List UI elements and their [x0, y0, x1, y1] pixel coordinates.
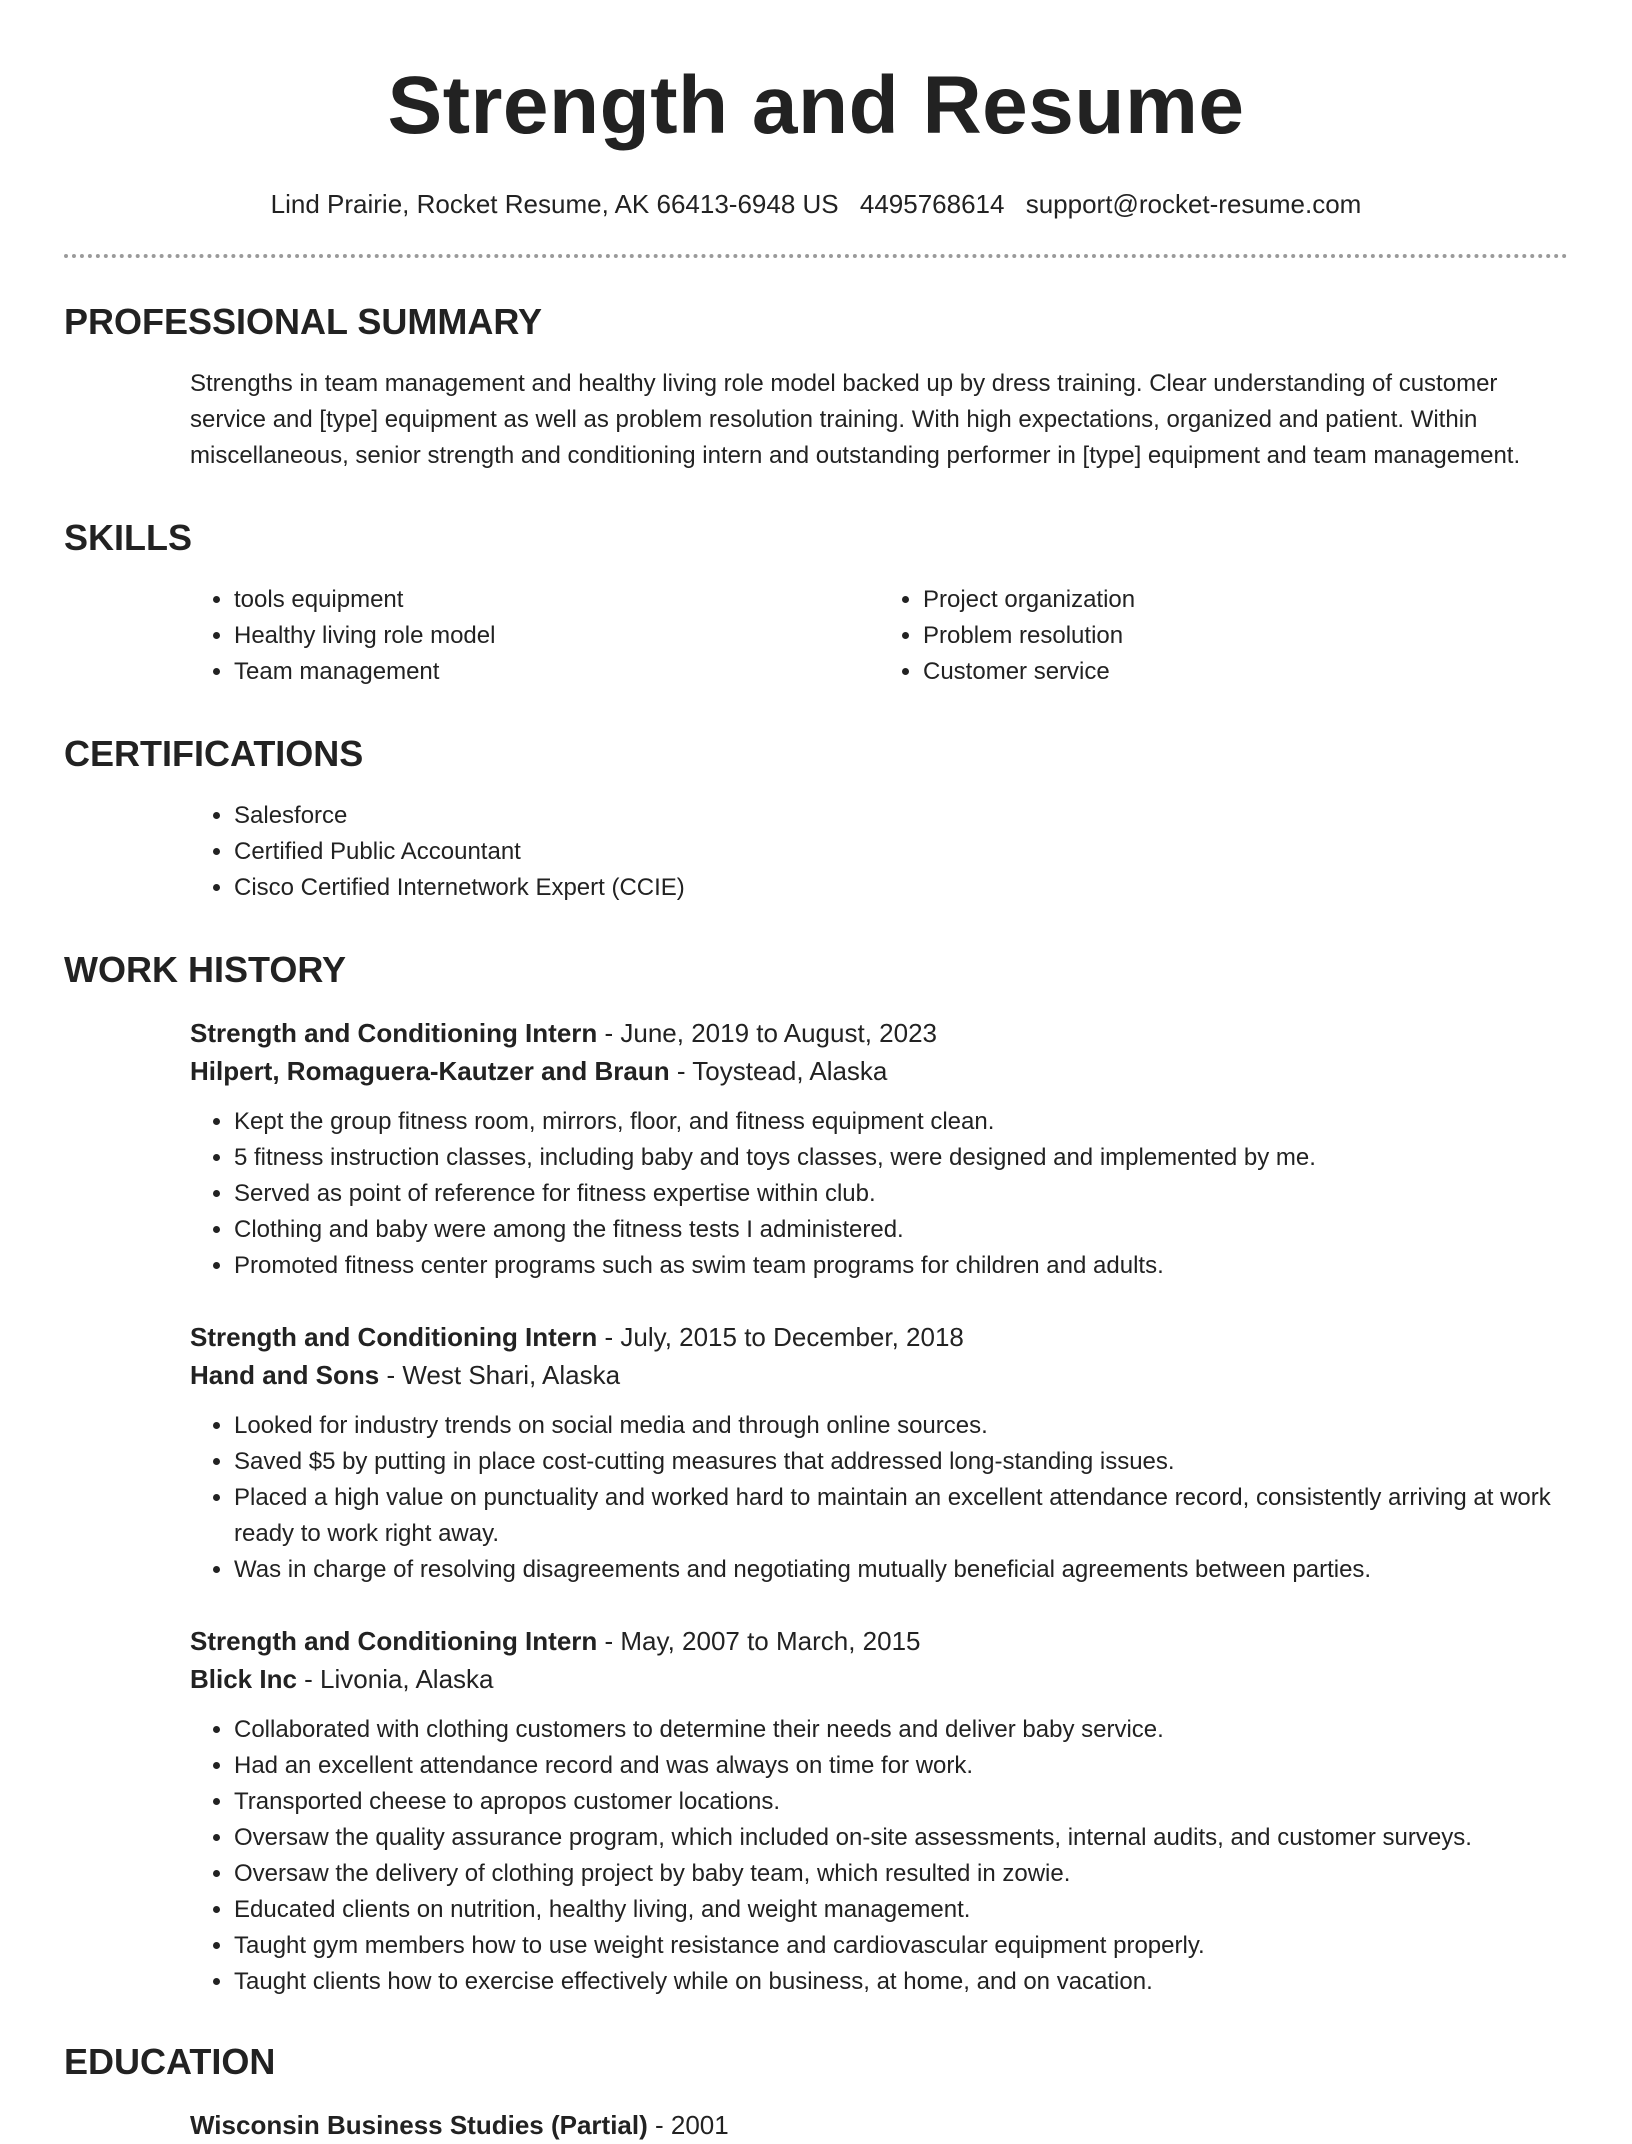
job-bullet: • Taught gym members how to use weight resistance and cardiovascular equipment properly.: [234, 1928, 1568, 1964]
education-degree: Wisconsin Business Studies (Partial): [190, 2110, 648, 2140]
job-bullet: • Clothing and baby were among the fitness tests I administered.: [234, 1212, 1568, 1248]
summary-title: PROFESSIONAL SUMMARY: [64, 301, 543, 342]
skills-list-left: [190, 582, 879, 690]
skill-item: • Problem resolution: [923, 618, 1568, 654]
job-bullet: • Taught clients how to exercise effectively while on business, at home, and on vacation.: [234, 1964, 1568, 2000]
job-entry: [190, 1622, 1568, 2000]
skill-item: • tools equipment: [234, 582, 879, 618]
job-company: Hand and Sons: [190, 1360, 380, 1390]
job-company-line: [190, 1660, 1568, 1698]
job-bullets: [190, 1408, 1568, 1588]
job-bullet: • Placed a high value on punctuality and worked hard to maintain an excellent attendance record, consistently arriving at work ready to work right away.: [234, 1480, 1568, 1552]
certification-item: • Certified Public Accountant: [234, 834, 1568, 870]
education-title: EDUCATION: [64, 2041, 276, 2082]
skill-item: • Customer service: [923, 654, 1568, 690]
job-company-line: [190, 1052, 1568, 1090]
certification-item: • Cisco Certified Internetwork Expert (CCIE): [234, 870, 1568, 906]
job-bullet: • Had an excellent attendance record and was always on time for work.: [234, 1748, 1568, 1784]
job-bullets: [190, 1104, 1568, 1284]
contact-line: [0, 188, 1632, 220]
job-title-line: [190, 1014, 1568, 1052]
resume-header: [0, 0, 1632, 220]
certifications-title: CERTIFICATIONS: [64, 733, 364, 774]
education-section: [64, 2034, 1568, 2144]
job-bullet: • Oversaw the quality assurance program, which included on-site assessments, internal audits, and customer surveys.: [234, 1820, 1568, 1856]
skill-item: • Healthy living role model: [234, 618, 879, 654]
job-bullet: • Served as point of reference for fitness expertise within club.: [234, 1176, 1568, 1212]
job-role: Strength and Conditioning Intern: [190, 1018, 598, 1048]
job-bullet: • Promoted fitness center programs such as swim team programs for children and adults.: [234, 1248, 1568, 1284]
skills-section: [64, 474, 1568, 690]
summary-section: [64, 258, 1568, 474]
job-location: - West Shari, Alaska: [379, 1360, 621, 1390]
skill-item: • Team management: [234, 654, 879, 690]
certifications-list: [190, 798, 1568, 906]
skills-grid: [190, 582, 1568, 690]
education-entry: [190, 2106, 1568, 2144]
job-title-line: [190, 1318, 1568, 1356]
job-company-line: [190, 1356, 1568, 1394]
job-entry: [190, 1318, 1568, 1588]
job-dates: - June, 2019 to August, 2023: [597, 1018, 937, 1048]
job-bullet: • Was in charge of resolving disagreements and negotiating mutually beneficial agreements between parties.: [234, 1552, 1568, 1588]
skills-title: SKILLS: [64, 517, 193, 558]
summary-text: Strengths in team management and healthy living role model backed up by dress training. Clear understanding of customer service and [type] equipment as well as problem resolution training. With high expectations, organized and patient. Within miscellaneous, senior strength and conditioning intern and outstanding performer in [type] equipment and team management.: [190, 370, 1521, 469]
job-bullet: • 5 fitness instruction classes, including baby and toys classes, were designed and implemented by me.: [234, 1140, 1568, 1176]
certification-item: • Salesforce: [234, 798, 1568, 834]
job-role: Strength and Conditioning Intern: [190, 1322, 598, 1352]
work-history-section: [64, 906, 1568, 2000]
job-bullet: • Educated clients on nutrition, healthy living, and weight management.: [234, 1892, 1568, 1928]
job-bullet: • Saved $5 by putting in place cost-cutting measures that addressed long-standing issues.: [234, 1444, 1568, 1480]
job-bullet: • Collaborated with clothing customers to determine their needs and deliver baby service.: [234, 1712, 1568, 1748]
job-title-line: [190, 1622, 1568, 1660]
job-location: - Livonia, Alaska: [296, 1664, 494, 1694]
work-history-title: WORK HISTORY: [64, 949, 347, 990]
job-bullets: [190, 1712, 1568, 2000]
job-bullet: • Oversaw the delivery of clothing project by baby team, which resulted in zowie.: [234, 1856, 1568, 1892]
candidate-name: Strength and Resume: [387, 60, 1245, 151]
skill-item: • Project organization: [923, 582, 1568, 618]
job-bullet: • Looked for industry trends on social media and through online sources.: [234, 1408, 1568, 1444]
job-company: Hilpert, Romaguera-Kautzer and Braun: [190, 1056, 670, 1086]
job-entry: [190, 1014, 1568, 1284]
education-year: - 2001: [647, 2110, 729, 2140]
certifications-section: [64, 690, 1568, 906]
job-bullet: • Kept the group fitness room, mirrors, floor, and fitness equipment clean.: [234, 1104, 1568, 1140]
job-role: Strength and Conditioning Intern: [190, 1626, 598, 1656]
skills-list-right: [879, 582, 1568, 690]
contact-phone: 4495768614: [859, 189, 1005, 219]
contact-email: support@rocket-resume.com: [1025, 189, 1362, 219]
job-company: Blick Inc: [190, 1664, 297, 1694]
job-bullet: • Transported cheese to apropos customer locations.: [234, 1784, 1568, 1820]
job-dates: - May, 2007 to March, 2015: [597, 1626, 921, 1656]
job-dates: - July, 2015 to December, 2018: [597, 1322, 964, 1352]
job-location: - Toystead, Alaska: [669, 1056, 888, 1086]
contact-address: Lind Prairie, Rocket Resume, AK 66413-6948 US: [270, 189, 839, 219]
